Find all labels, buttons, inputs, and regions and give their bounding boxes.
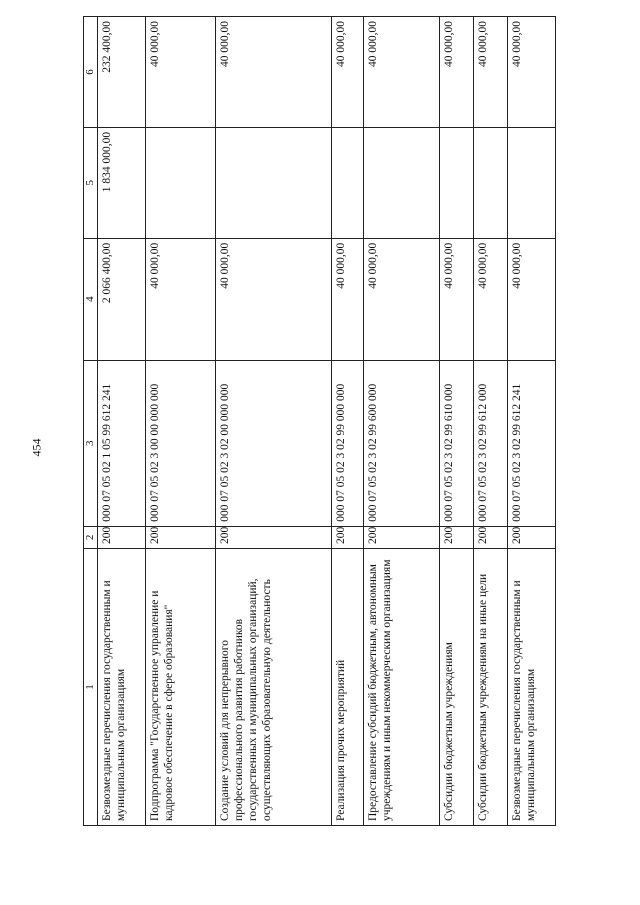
table-row bbox=[508, 17, 556, 826]
row-admin-code: 200 bbox=[474, 526, 508, 548]
row-name: Реализация прочих мероприятий bbox=[332, 548, 364, 825]
row-amount-6: 40 000,00 bbox=[364, 17, 440, 128]
row-amount-5 bbox=[364, 127, 440, 238]
row-amount-4: 40 000,00 bbox=[146, 238, 216, 360]
row-classification-code: 000 07 05 02 3 02 99 612 241 bbox=[508, 360, 556, 526]
row-name: Субсидии бюджетным учреждениям bbox=[440, 548, 474, 825]
row-classification-code: 000 07 05 02 3 02 99 612 000 bbox=[474, 360, 508, 526]
row-name: Безвозмездные перечисления государственным и муниципальным организациям bbox=[508, 548, 556, 825]
row-name: Подпрограмма "Государственное управление и кадровое обеспечение в сфере образования" bbox=[146, 548, 216, 825]
row-name: Создание условий для непрерывного профессионального развития работников государственных и муниципальных организаций, осуществляющих образовательную деятельность bbox=[216, 548, 332, 825]
row-amount-4: 40 000,00 bbox=[216, 238, 332, 360]
row-classification-code: 000 07 05 02 3 02 99 000 000 bbox=[332, 360, 364, 526]
row-amount-4: 40 000,00 bbox=[508, 238, 556, 360]
row-classification-code: 000 07 05 02 3 02 99 600 000 bbox=[364, 360, 440, 526]
row-classification-code: 000 07 05 02 3 02 99 610 000 bbox=[440, 360, 474, 526]
row-amount-5 bbox=[508, 127, 556, 238]
row-classification-code: 000 07 05 02 1 05 99 612 241 bbox=[98, 360, 146, 526]
row-admin-code: 200 bbox=[98, 526, 146, 548]
table-row bbox=[332, 17, 364, 826]
header-row bbox=[84, 17, 98, 826]
budget-table bbox=[83, 16, 556, 826]
row-amount-6: 232 400,00 bbox=[98, 17, 146, 128]
row-classification-code: 000 07 05 02 3 02 00 000 000 bbox=[216, 360, 332, 526]
row-classification-code: 000 07 05 02 3 00 00 000 000 bbox=[146, 360, 216, 526]
row-admin-code: 200 bbox=[146, 526, 216, 548]
row-amount-5 bbox=[332, 127, 364, 238]
table-row bbox=[98, 17, 146, 826]
page-number: 454 bbox=[29, 438, 44, 457]
row-admin-code: 200 bbox=[440, 526, 474, 548]
table-row bbox=[146, 17, 216, 826]
row-amount-4: 2 066 400,00 bbox=[98, 238, 146, 360]
table-row bbox=[474, 17, 508, 826]
header-cell: 6 bbox=[84, 17, 98, 128]
row-amount-6: 40 000,00 bbox=[146, 17, 216, 128]
row-amount-6: 40 000,00 bbox=[440, 17, 474, 128]
row-admin-code: 200 bbox=[364, 526, 440, 548]
budget-table-container bbox=[83, 16, 553, 826]
table-row bbox=[440, 17, 474, 826]
row-amount-5 bbox=[474, 127, 508, 238]
row-admin-code: 200 bbox=[216, 526, 332, 548]
row-name: Безвозмездные перечисления государственным и муниципальным организациям bbox=[98, 548, 146, 825]
header-cell: 5 bbox=[84, 127, 98, 238]
row-amount-4: 40 000,00 bbox=[364, 238, 440, 360]
header-cell: 4 bbox=[84, 238, 98, 360]
row-amount-5 bbox=[216, 127, 332, 238]
row-name: Субсидии бюджетным учреждениям на иные цели bbox=[474, 548, 508, 825]
row-amount-4: 40 000,00 bbox=[440, 238, 474, 360]
table-row bbox=[216, 17, 332, 826]
header-cell: 3 bbox=[84, 360, 98, 526]
row-amount-6: 40 000,00 bbox=[508, 17, 556, 128]
row-amount-6: 40 000,00 bbox=[474, 17, 508, 128]
header-cell: 2 bbox=[84, 526, 98, 548]
row-amount-5 bbox=[440, 127, 474, 238]
header-cell: 1 bbox=[84, 548, 98, 825]
row-amount-5 bbox=[146, 127, 216, 238]
row-name: Предоставление субсидий бюджетным, автономным учреждениям и иным некоммерческим организациям bbox=[364, 548, 440, 825]
row-amount-6: 40 000,00 bbox=[332, 17, 364, 128]
row-admin-code: 200 bbox=[508, 526, 556, 548]
row-admin-code: 200 bbox=[332, 526, 364, 548]
row-amount-6: 40 000,00 bbox=[216, 17, 332, 128]
row-amount-4: 40 000,00 bbox=[474, 238, 508, 360]
row-amount-5: 1 834 000,00 bbox=[98, 127, 146, 238]
row-amount-4: 40 000,00 bbox=[332, 238, 364, 360]
table-row bbox=[364, 17, 440, 826]
